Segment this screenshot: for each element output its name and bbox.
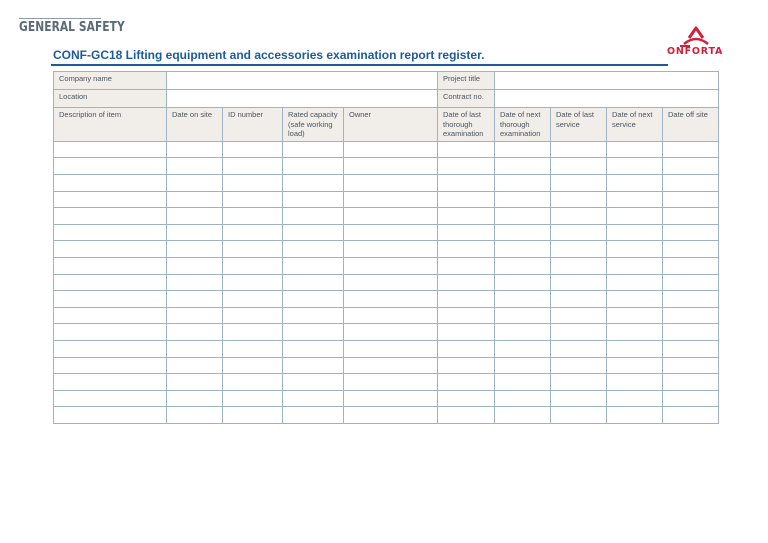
table-cell[interactable] [344, 208, 438, 225]
table-cell[interactable] [283, 191, 344, 208]
table-cell[interactable] [223, 224, 283, 241]
table-cell[interactable] [551, 274, 607, 291]
table-cell[interactable] [551, 158, 607, 175]
table-cell[interactable] [54, 407, 167, 424]
table-cell[interactable] [438, 174, 495, 191]
register-table [53, 71, 719, 424]
table-cell[interactable] [551, 208, 607, 225]
table-cell[interactable] [663, 224, 719, 241]
table-cell[interactable] [167, 191, 223, 208]
table-row [54, 324, 719, 341]
table-cell[interactable] [438, 390, 495, 407]
company-name-field[interactable] [167, 72, 438, 90]
table-cell[interactable] [54, 141, 167, 158]
table-cell[interactable] [344, 241, 438, 258]
table-cell[interactable] [607, 158, 663, 175]
table-cell[interactable] [607, 174, 663, 191]
location-label: Location [54, 90, 167, 108]
table-cell[interactable] [551, 241, 607, 258]
column-header: Date of last thorough examination [438, 108, 495, 142]
table-cell[interactable] [495, 257, 551, 274]
table-cell[interactable] [551, 307, 607, 324]
table-cell[interactable] [283, 340, 344, 357]
column-header-row [54, 108, 719, 142]
table-cell[interactable] [344, 340, 438, 357]
table-cell[interactable] [663, 208, 719, 225]
table-cell[interactable] [495, 241, 551, 258]
table-cell[interactable] [551, 224, 607, 241]
column-header: Description of item [54, 108, 167, 142]
table-cell[interactable] [438, 191, 495, 208]
table-cell[interactable] [54, 174, 167, 191]
table-cell[interactable] [663, 191, 719, 208]
table-row [54, 274, 719, 291]
table-cell[interactable] [167, 374, 223, 391]
table-cell[interactable] [344, 324, 438, 341]
table-cell[interactable] [438, 307, 495, 324]
table-cell[interactable] [607, 357, 663, 374]
table-cell[interactable] [344, 174, 438, 191]
table-cell[interactable] [223, 141, 283, 158]
table-cell[interactable] [283, 407, 344, 424]
table-cell[interactable] [54, 291, 167, 308]
table-row [54, 241, 719, 258]
table-cell[interactable] [607, 324, 663, 341]
table-cell[interactable] [607, 224, 663, 241]
table-cell[interactable] [223, 374, 283, 391]
table-cell[interactable] [54, 158, 167, 175]
table-cell[interactable] [54, 208, 167, 225]
table-cell[interactable] [663, 174, 719, 191]
table-cell[interactable] [344, 158, 438, 175]
table-cell[interactable] [223, 291, 283, 308]
table-cell[interactable] [551, 390, 607, 407]
table-cell[interactable] [167, 340, 223, 357]
table-cell[interactable] [54, 340, 167, 357]
table-cell[interactable] [167, 257, 223, 274]
table-cell[interactable] [167, 208, 223, 225]
location-field[interactable] [167, 90, 438, 108]
table-cell[interactable] [438, 141, 495, 158]
register-entries [54, 141, 719, 423]
project-title-field[interactable] [495, 72, 719, 90]
table-cell[interactable] [344, 390, 438, 407]
section-title: GENERAL SAFETY [19, 20, 125, 35]
column-header: Date on site [167, 108, 223, 142]
table-cell[interactable] [495, 340, 551, 357]
table-cell[interactable] [283, 241, 344, 258]
table-cell[interactable] [495, 224, 551, 241]
table-cell[interactable] [223, 191, 283, 208]
table-cell[interactable] [438, 241, 495, 258]
table-cell[interactable] [283, 224, 344, 241]
table-cell[interactable] [495, 357, 551, 374]
table-cell[interactable] [283, 141, 344, 158]
column-header: Rated capacity (safe working load) [283, 108, 344, 142]
table-cell[interactable] [495, 158, 551, 175]
table-cell[interactable] [495, 407, 551, 424]
table-cell[interactable] [495, 390, 551, 407]
table-cell[interactable] [283, 291, 344, 308]
logo-mark-icon [667, 24, 729, 48]
table-cell[interactable] [438, 324, 495, 341]
column-header: Date off site [663, 108, 719, 142]
table-cell[interactable] [663, 158, 719, 175]
column-header: Date of next service [607, 108, 663, 142]
table-cell[interactable] [167, 274, 223, 291]
table-cell[interactable] [495, 374, 551, 391]
table-cell[interactable] [663, 407, 719, 424]
table-cell[interactable] [223, 158, 283, 175]
table-cell[interactable] [54, 257, 167, 274]
table-cell[interactable] [607, 340, 663, 357]
table-row [54, 390, 719, 407]
table-cell[interactable] [495, 191, 551, 208]
table-cell[interactable] [551, 324, 607, 341]
table-cell[interactable] [495, 208, 551, 225]
table-cell[interactable] [167, 158, 223, 175]
table-cell[interactable] [438, 407, 495, 424]
table-cell[interactable] [223, 257, 283, 274]
table-cell[interactable] [438, 257, 495, 274]
table-cell[interactable] [438, 158, 495, 175]
table-row [54, 191, 719, 208]
table-cell[interactable] [167, 390, 223, 407]
table-cell[interactable] [167, 224, 223, 241]
table-cell[interactable] [283, 208, 344, 225]
table-cell[interactable] [551, 257, 607, 274]
table-cell[interactable] [344, 307, 438, 324]
table-cell[interactable] [344, 274, 438, 291]
table-cell[interactable] [495, 324, 551, 341]
table-cell[interactable] [551, 374, 607, 391]
table-cell[interactable] [607, 208, 663, 225]
table-cell[interactable] [223, 241, 283, 258]
table-cell[interactable] [438, 340, 495, 357]
table-cell[interactable] [167, 357, 223, 374]
table-row [54, 224, 719, 241]
table-cell[interactable] [663, 340, 719, 357]
table-cell[interactable] [438, 208, 495, 225]
table-cell[interactable] [167, 307, 223, 324]
table-cell[interactable] [438, 374, 495, 391]
contract-no-field[interactable] [495, 90, 719, 108]
table-cell[interactable] [54, 324, 167, 341]
table-cell[interactable] [344, 357, 438, 374]
table-cell[interactable] [663, 241, 719, 258]
title-underline [51, 64, 668, 66]
table-cell[interactable] [223, 407, 283, 424]
table-cell[interactable] [223, 357, 283, 374]
document-title: CONF-GC18 Lifting equipment and accessories examination report register. [53, 48, 485, 62]
table-cell[interactable] [438, 291, 495, 308]
table-cell[interactable] [551, 291, 607, 308]
column-header: ID number [223, 108, 283, 142]
table-cell[interactable] [344, 291, 438, 308]
table-cell[interactable] [495, 174, 551, 191]
table-cell[interactable] [663, 390, 719, 407]
table-cell[interactable] [283, 390, 344, 407]
table-row [54, 374, 719, 391]
table-cell[interactable] [54, 191, 167, 208]
table-cell[interactable] [344, 257, 438, 274]
table-cell[interactable] [54, 241, 167, 258]
table-cell[interactable] [663, 291, 719, 308]
table-cell[interactable] [551, 141, 607, 158]
table-cell[interactable] [607, 241, 663, 258]
contract-no-label: Contract no. [438, 90, 495, 108]
company-logo [667, 24, 729, 58]
table-cell[interactable] [495, 141, 551, 158]
project-title-label: Project title [438, 72, 495, 90]
table-cell[interactable] [54, 357, 167, 374]
table-cell[interactable] [283, 257, 344, 274]
table-cell[interactable] [283, 324, 344, 341]
table-cell[interactable] [663, 274, 719, 291]
table-cell[interactable] [54, 390, 167, 407]
table-cell[interactable] [223, 390, 283, 407]
table-cell[interactable] [167, 324, 223, 341]
table-row [54, 208, 719, 225]
table-cell[interactable] [344, 191, 438, 208]
header-top-rule [19, 18, 101, 19]
table-cell[interactable] [54, 274, 167, 291]
table-row [54, 307, 719, 324]
table-cell[interactable] [663, 357, 719, 374]
table-cell[interactable] [607, 374, 663, 391]
table-cell[interactable] [607, 291, 663, 308]
table-cell[interactable] [283, 357, 344, 374]
table-row [54, 158, 719, 175]
table-row [54, 141, 719, 158]
table-cell[interactable] [663, 374, 719, 391]
table-cell[interactable] [167, 141, 223, 158]
table-cell[interactable] [607, 407, 663, 424]
table-cell[interactable] [344, 407, 438, 424]
table-cell[interactable] [495, 274, 551, 291]
company-name-label: Company name [54, 72, 167, 90]
table-cell[interactable] [344, 374, 438, 391]
table-cell[interactable] [223, 324, 283, 341]
table-cell[interactable] [607, 307, 663, 324]
table-cell[interactable] [223, 174, 283, 191]
table-cell[interactable] [438, 274, 495, 291]
table-row [54, 291, 719, 308]
table-cell[interactable] [167, 291, 223, 308]
table-cell[interactable] [551, 191, 607, 208]
table-row [54, 174, 719, 191]
column-header: Date of last service [551, 108, 607, 142]
table-cell[interactable] [663, 257, 719, 274]
table-cell[interactable] [495, 291, 551, 308]
table-cell[interactable] [167, 174, 223, 191]
table-cell[interactable] [607, 257, 663, 274]
table-cell[interactable] [283, 307, 344, 324]
table-cell[interactable] [495, 307, 551, 324]
table-cell[interactable] [283, 158, 344, 175]
table-cell[interactable] [551, 174, 607, 191]
table-cell[interactable] [607, 390, 663, 407]
table-cell[interactable] [344, 141, 438, 158]
table-cell[interactable] [663, 141, 719, 158]
table-cell[interactable] [54, 374, 167, 391]
table-cell[interactable] [223, 274, 283, 291]
table-cell[interactable] [167, 407, 223, 424]
table-row [54, 257, 719, 274]
company-project-row [54, 72, 719, 90]
table-cell[interactable] [551, 407, 607, 424]
location-contract-row [54, 90, 719, 108]
column-header: Owner [344, 108, 438, 142]
table-cell[interactable] [438, 224, 495, 241]
table-cell[interactable] [167, 241, 223, 258]
table-cell[interactable] [283, 374, 344, 391]
table-row [54, 340, 719, 357]
logo-text: ONFORTA [667, 46, 724, 57]
table-cell[interactable] [223, 340, 283, 357]
table-cell[interactable] [283, 274, 344, 291]
table-cell[interactable] [551, 357, 607, 374]
table-cell[interactable] [607, 191, 663, 208]
table-cell[interactable] [223, 307, 283, 324]
table-cell[interactable] [663, 324, 719, 341]
table-cell[interactable] [663, 307, 719, 324]
table-cell[interactable] [438, 357, 495, 374]
table-cell[interactable] [344, 224, 438, 241]
table-cell[interactable] [223, 208, 283, 225]
table-cell[interactable] [607, 141, 663, 158]
column-header: Date of next thorough examination [495, 108, 551, 142]
table-row [54, 357, 719, 374]
table-row [54, 407, 719, 424]
table-cell[interactable] [551, 340, 607, 357]
table-cell[interactable] [283, 174, 344, 191]
table-cell[interactable] [54, 224, 167, 241]
table-cell[interactable] [54, 307, 167, 324]
table-cell[interactable] [607, 274, 663, 291]
